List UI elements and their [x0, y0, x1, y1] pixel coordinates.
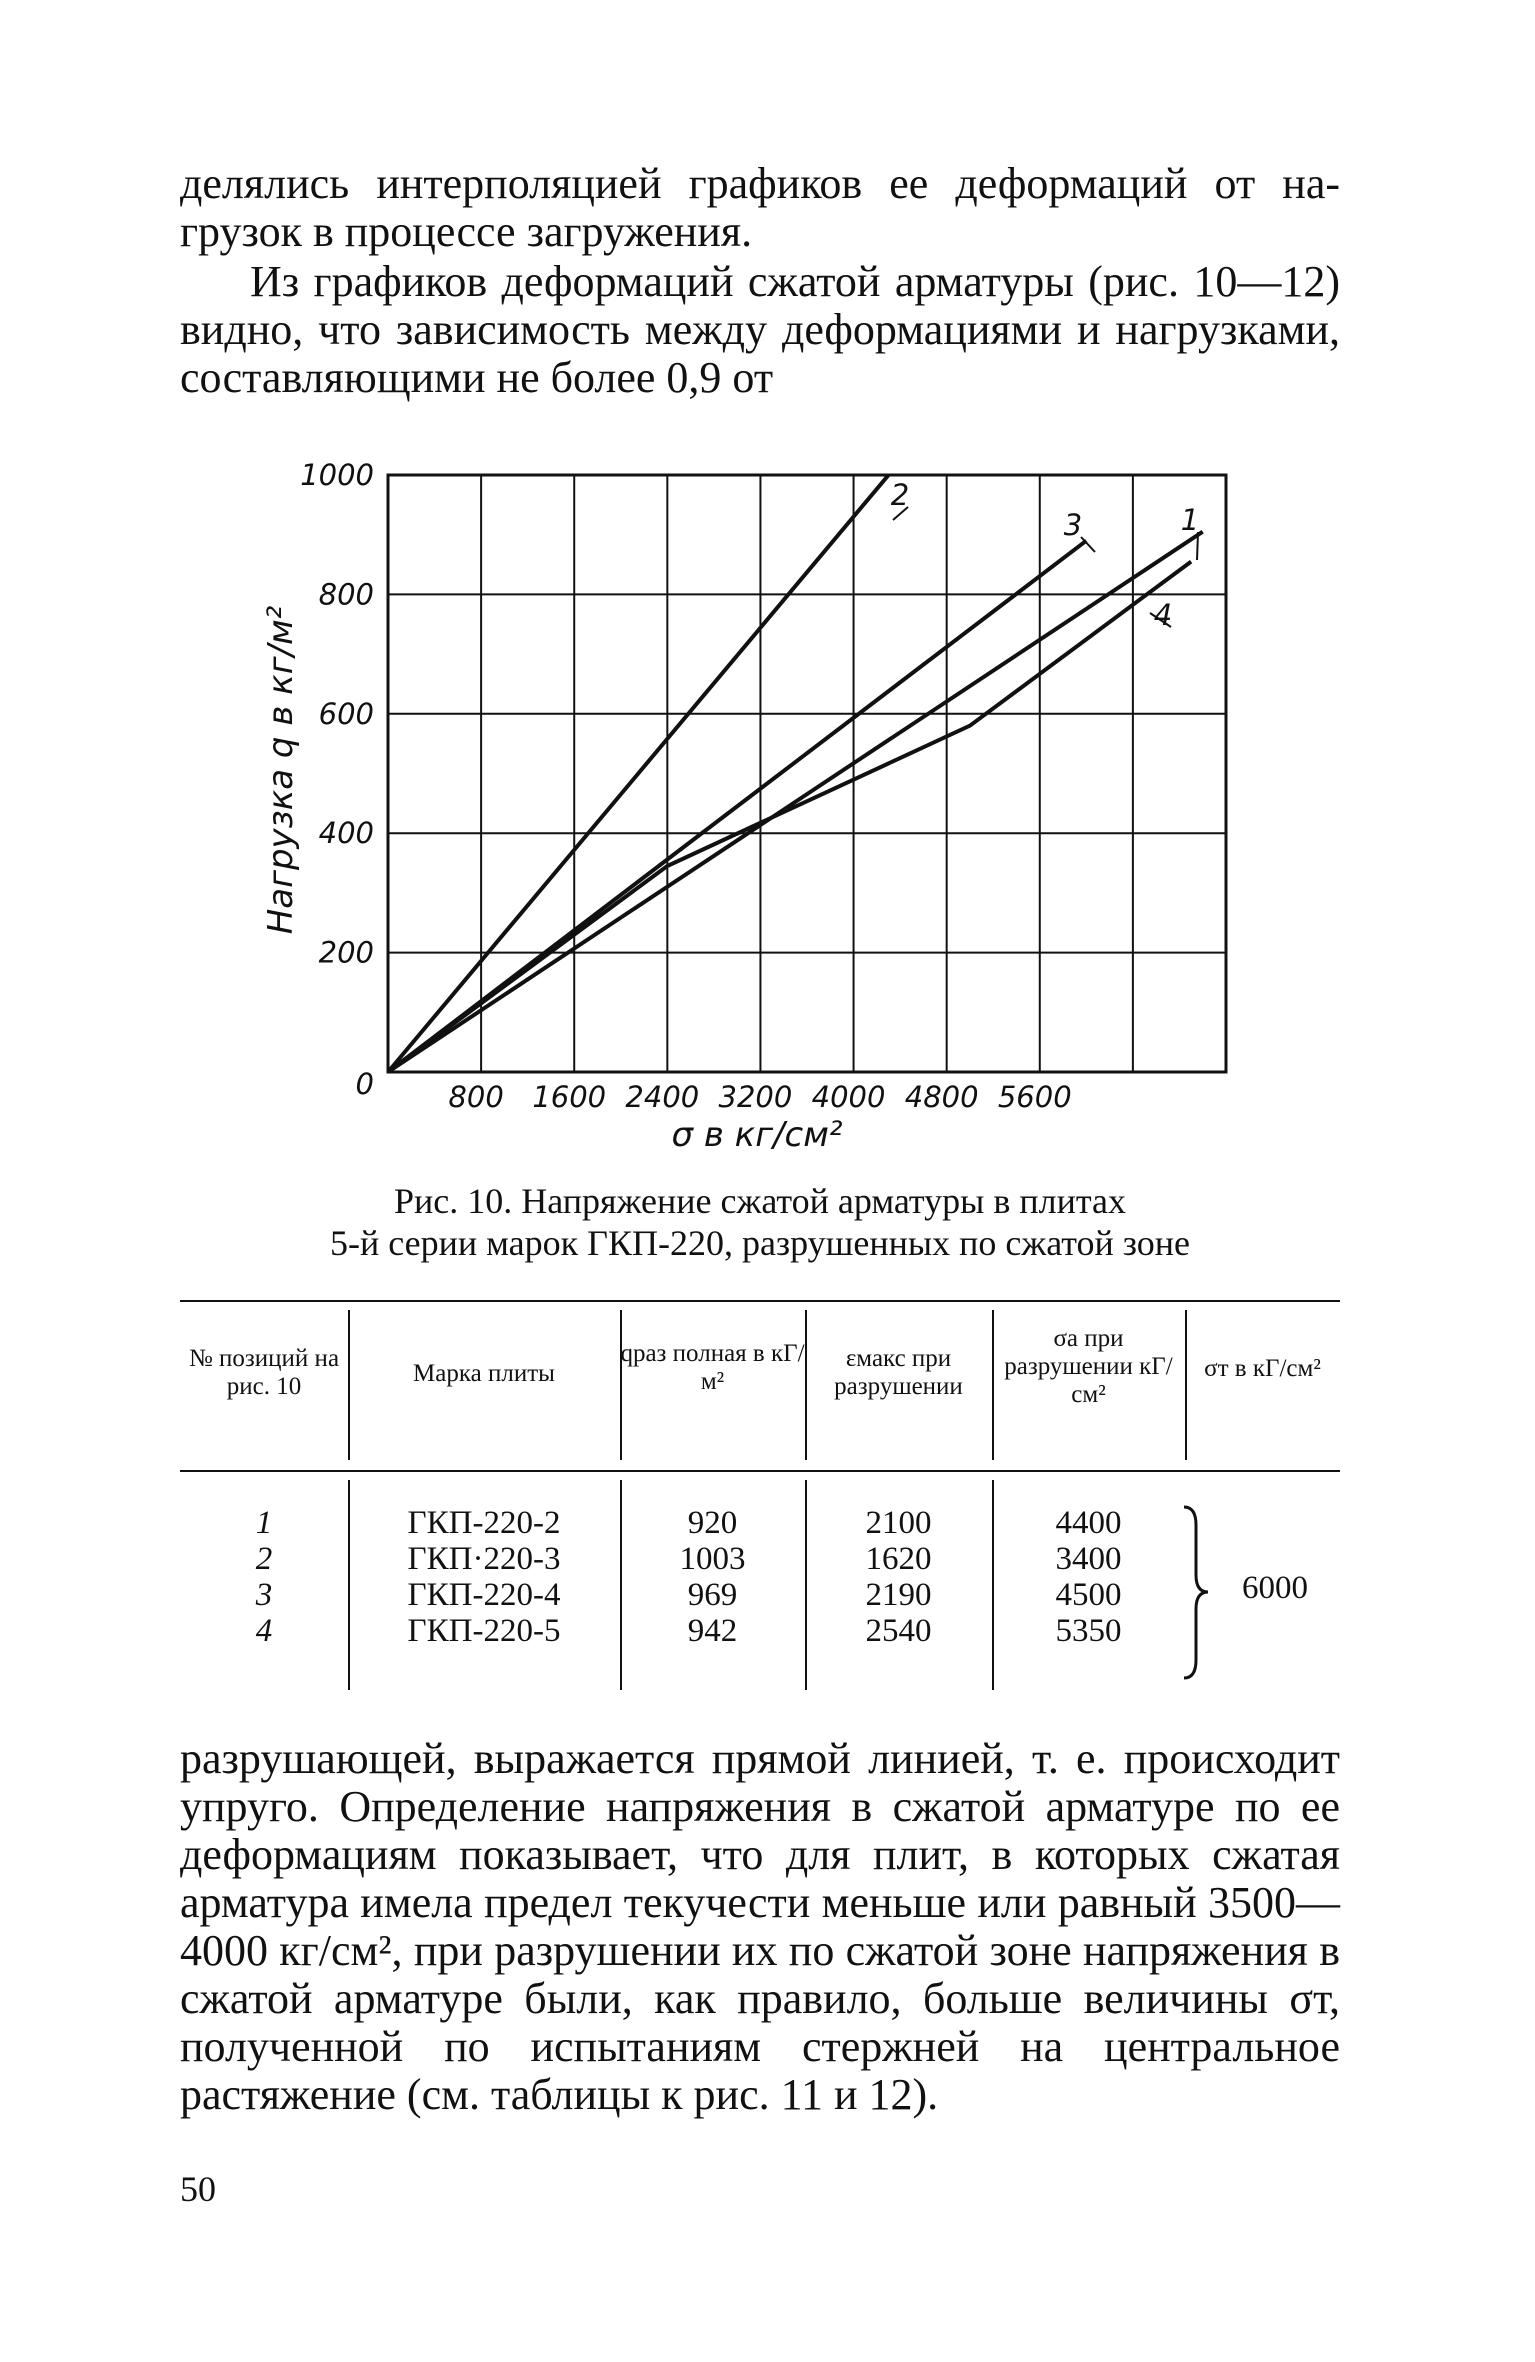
table-rule-top: [180, 1300, 1340, 1302]
cell-position: 4: [255, 1613, 273, 1649]
cell-q: 920: [687, 1505, 738, 1541]
cell-eps: 2100: [865, 1505, 932, 1541]
paragraph-top: делялись интерполяцией графиков ее деформаций от на-грузок в процессе загружения.: [180, 159, 1340, 256]
series-line-1: [388, 532, 1203, 1072]
cell-mark: ГКП·220-3: [407, 1541, 561, 1577]
y-tick-label: 600: [318, 696, 374, 731]
cell-q: 942: [687, 1613, 738, 1649]
x-tick-label: 4000: [811, 1080, 886, 1114]
caption-line-2: 5-й серии марок ГКП-220, разрушенных по сжатой зоне: [329, 1223, 1191, 1263]
x-tick-label: 800: [448, 1080, 504, 1114]
paragraph-bottom: разрушающей, выражается прямой линией, т. е. происходит упруго. Определение напряжения в сжатой арматуре по ее деформациям показывает, что для плит, в которых сжатая арматура имела предел текучести меньше или равный 3500—4000 кг/см², при разрушении их по сжатой зоне напряжения в сжатой арматуре были, как правило, больше величины σт, полученной по испытаниям стержней на центральное растяжение (см. таблицы к рис. 11 и 12).: [180, 1734, 1340, 2119]
column-sigma-a: [992, 1505, 1185, 1649]
cell-position: 2: [255, 1541, 273, 1577]
header-sigma-a: σа при разрушении кГ/см²: [1004, 1325, 1173, 1408]
brace: [1182, 1505, 1210, 1680]
cell-mark: ГКП-220-4: [407, 1577, 561, 1613]
x-tick-label: 5600: [997, 1080, 1072, 1114]
table-rule-header: [180, 1470, 1340, 1472]
header-divider: [1185, 1310, 1187, 1460]
chart: [0, 0, 1535, 1180]
header-eps: εмакс при разрушении: [834, 1345, 963, 1400]
cell-sigma-a: 5350: [1055, 1613, 1122, 1649]
y-axis-label: Нагрузка q в кг/м²: [261, 605, 301, 935]
series-line-2: [388, 475, 889, 1072]
cell-eps: 2540: [865, 1613, 932, 1649]
x-tick-label: 2400: [625, 1080, 700, 1114]
cell-q: 969: [687, 1577, 738, 1613]
cell-mark: ГКП-220-2: [407, 1505, 561, 1541]
column-q: [620, 1505, 805, 1649]
cell-sigma-t: 6000: [1242, 1570, 1308, 1606]
series-label-3: 3: [1063, 508, 1083, 542]
cell-position: 3: [255, 1577, 273, 1613]
page-number: 50: [180, 2169, 216, 2209]
figure-caption: [180, 1180, 1340, 1264]
series-label-4: 4: [1153, 598, 1173, 632]
header-position: № позиций на рис. 10: [188, 1345, 340, 1400]
plot-frame: [388, 475, 1226, 1072]
x-tick-label: 1600: [532, 1080, 607, 1114]
caption-line-1: Рис. 10. Напряжение сжатой арматуры в плитах: [393, 1181, 1126, 1221]
column-eps: [805, 1505, 992, 1649]
cell-sigma-a: 4500: [1055, 1577, 1122, 1613]
header-sigma-t: σт в кГ/см²: [1204, 1355, 1321, 1382]
cell-sigma-a: 4400: [1055, 1505, 1122, 1541]
series-label-1: 1: [1180, 503, 1200, 537]
cell-eps: 2190: [865, 1577, 932, 1613]
header-q: qраз полная в кГ/м²: [620, 1340, 805, 1395]
y-tick-label: 800: [318, 577, 374, 612]
y-tick-label: 400: [318, 816, 374, 851]
series-label-2: 2: [890, 478, 910, 512]
column-position: [180, 1505, 348, 1649]
y-tick-label: 200: [318, 935, 374, 970]
cell-position: 1: [255, 1505, 273, 1541]
header-mark: Марка плиты: [413, 1360, 555, 1387]
x-tick-label: 3200: [718, 1080, 793, 1114]
cell-eps: 1620: [865, 1541, 932, 1577]
y-tick-label: 0: [355, 1067, 374, 1101]
column-mark: [348, 1505, 620, 1649]
series-line-4: [388, 562, 1191, 1072]
cell-sigma-a: 3400: [1055, 1541, 1122, 1577]
cell-q: 1003: [679, 1541, 746, 1577]
spec-table: [180, 1300, 1340, 1700]
x-axis-label: σ в кг/см²: [671, 1115, 843, 1155]
paragraph-intro: Из графиков деформаций сжатой арматуры (рис. 10—12) видно, что зависимость между деформациями и нагрузками, составляющими не более 0,9 от: [180, 257, 1340, 402]
y-tick-label: 1000: [300, 458, 374, 492]
x-tick-label: 4800: [904, 1080, 979, 1114]
cell-mark: ГКП-220-5: [407, 1613, 561, 1649]
